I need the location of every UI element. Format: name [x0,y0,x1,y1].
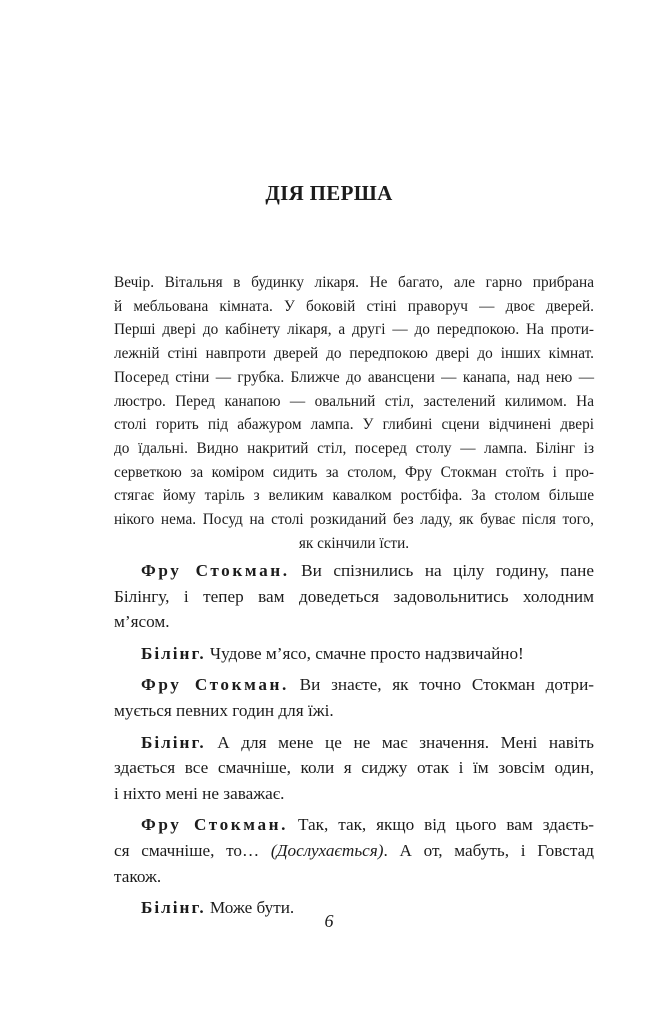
replica-line [114,838,594,864]
speaker-name: Фру Стокман. [141,815,289,835]
replica-line [114,672,594,698]
stage-line: Перші двері до кабінету лікаря, а другі — до передпокою. На проти- [114,321,594,339]
dialogue [114,558,594,927]
stage-direction [114,271,594,555]
replica-line: мується певних годин для їжі. [114,700,334,720]
replica-line: м’ясом. [114,612,170,632]
speaker-name: Фру Стокман. [141,561,290,580]
replica-line [114,641,594,667]
replica [114,730,594,807]
replica-line: і ніхто мені не заважає. [114,783,285,803]
stage-line: Вечір. Вітальня в будинку лікаря. Не багато, але гарно прибрана [114,274,594,291]
replica-line [114,558,594,584]
stage-line: Посеред стіни — грубка. Ближче до авансцени — канапа, над нею — [114,368,594,386]
speaker-name: Білінг. [141,898,206,918]
stage-remark: (Дослухається) [270,840,384,860]
replica [114,641,594,667]
speaker-name: Фру Стокман. [141,675,289,695]
stage-line: лежній стіні навпроти дверей до передпокою двері до інших кімнат. [114,345,594,363]
replica-line [114,730,594,756]
replica-line: також. [114,866,162,886]
stage-line: люстро. Перед канапою — овальний стіл, застелений килимом. На [114,392,594,410]
replica-line [114,812,594,838]
stage-line: столі горить під абажуром лампа. У глибині сцени відчинені двері [114,416,594,434]
stage-line: стягає йому таріль з великим кавалком ростбіфа. За столом більше [114,487,594,505]
replica-text: Чудове м’ясо, смачне просто надзвичайно! [209,643,524,663]
replica-text: Так, так, якщо від цього вам здаєть- [297,815,595,835]
stage-line: як скінчили їсти. [298,534,410,552]
stage-line: серветкою за коміром сидить за столом, Фру Стокман стоїть і про- [114,463,594,481]
stage-line: до їдальні. Видно накритий стіл, посеред столу — лампа. Білінг із [114,439,594,457]
replica-text: . А от, мабуть, і Говстад [383,840,594,860]
replica-text: Може бути. [209,898,295,918]
page-number: 6 [324,911,334,931]
replica-text: А для мене це не має значення. Мені навіть [217,732,594,752]
replica [114,558,594,635]
replica-text: Ви знаєте, як точно Стокман дотри- [299,675,595,695]
stage-line: нікого нема. Посуд на столі розкиданий без ладу, як буває після того, [114,511,594,529]
replica-text: ся смачніше, то… [114,840,271,860]
replica [114,812,594,889]
speaker-name: Білінг. [141,732,206,752]
stage-line: й мебльована кімната. У боковій стіні праворуч — двоє дверей. [114,297,594,315]
replica-line: Білінгу, і тепер вам доведеться задовольнитись холодним [114,586,594,606]
replica-text: Ви спізнились на цілу годину, пане [301,561,594,580]
speaker-name: Білінг. [141,643,206,663]
replica-line: здається все смачніше, коли я сиджу отак і їм зовсім один, [114,758,594,778]
act-title: ДІЯ ПЕРША [265,181,393,205]
replica [114,672,594,723]
